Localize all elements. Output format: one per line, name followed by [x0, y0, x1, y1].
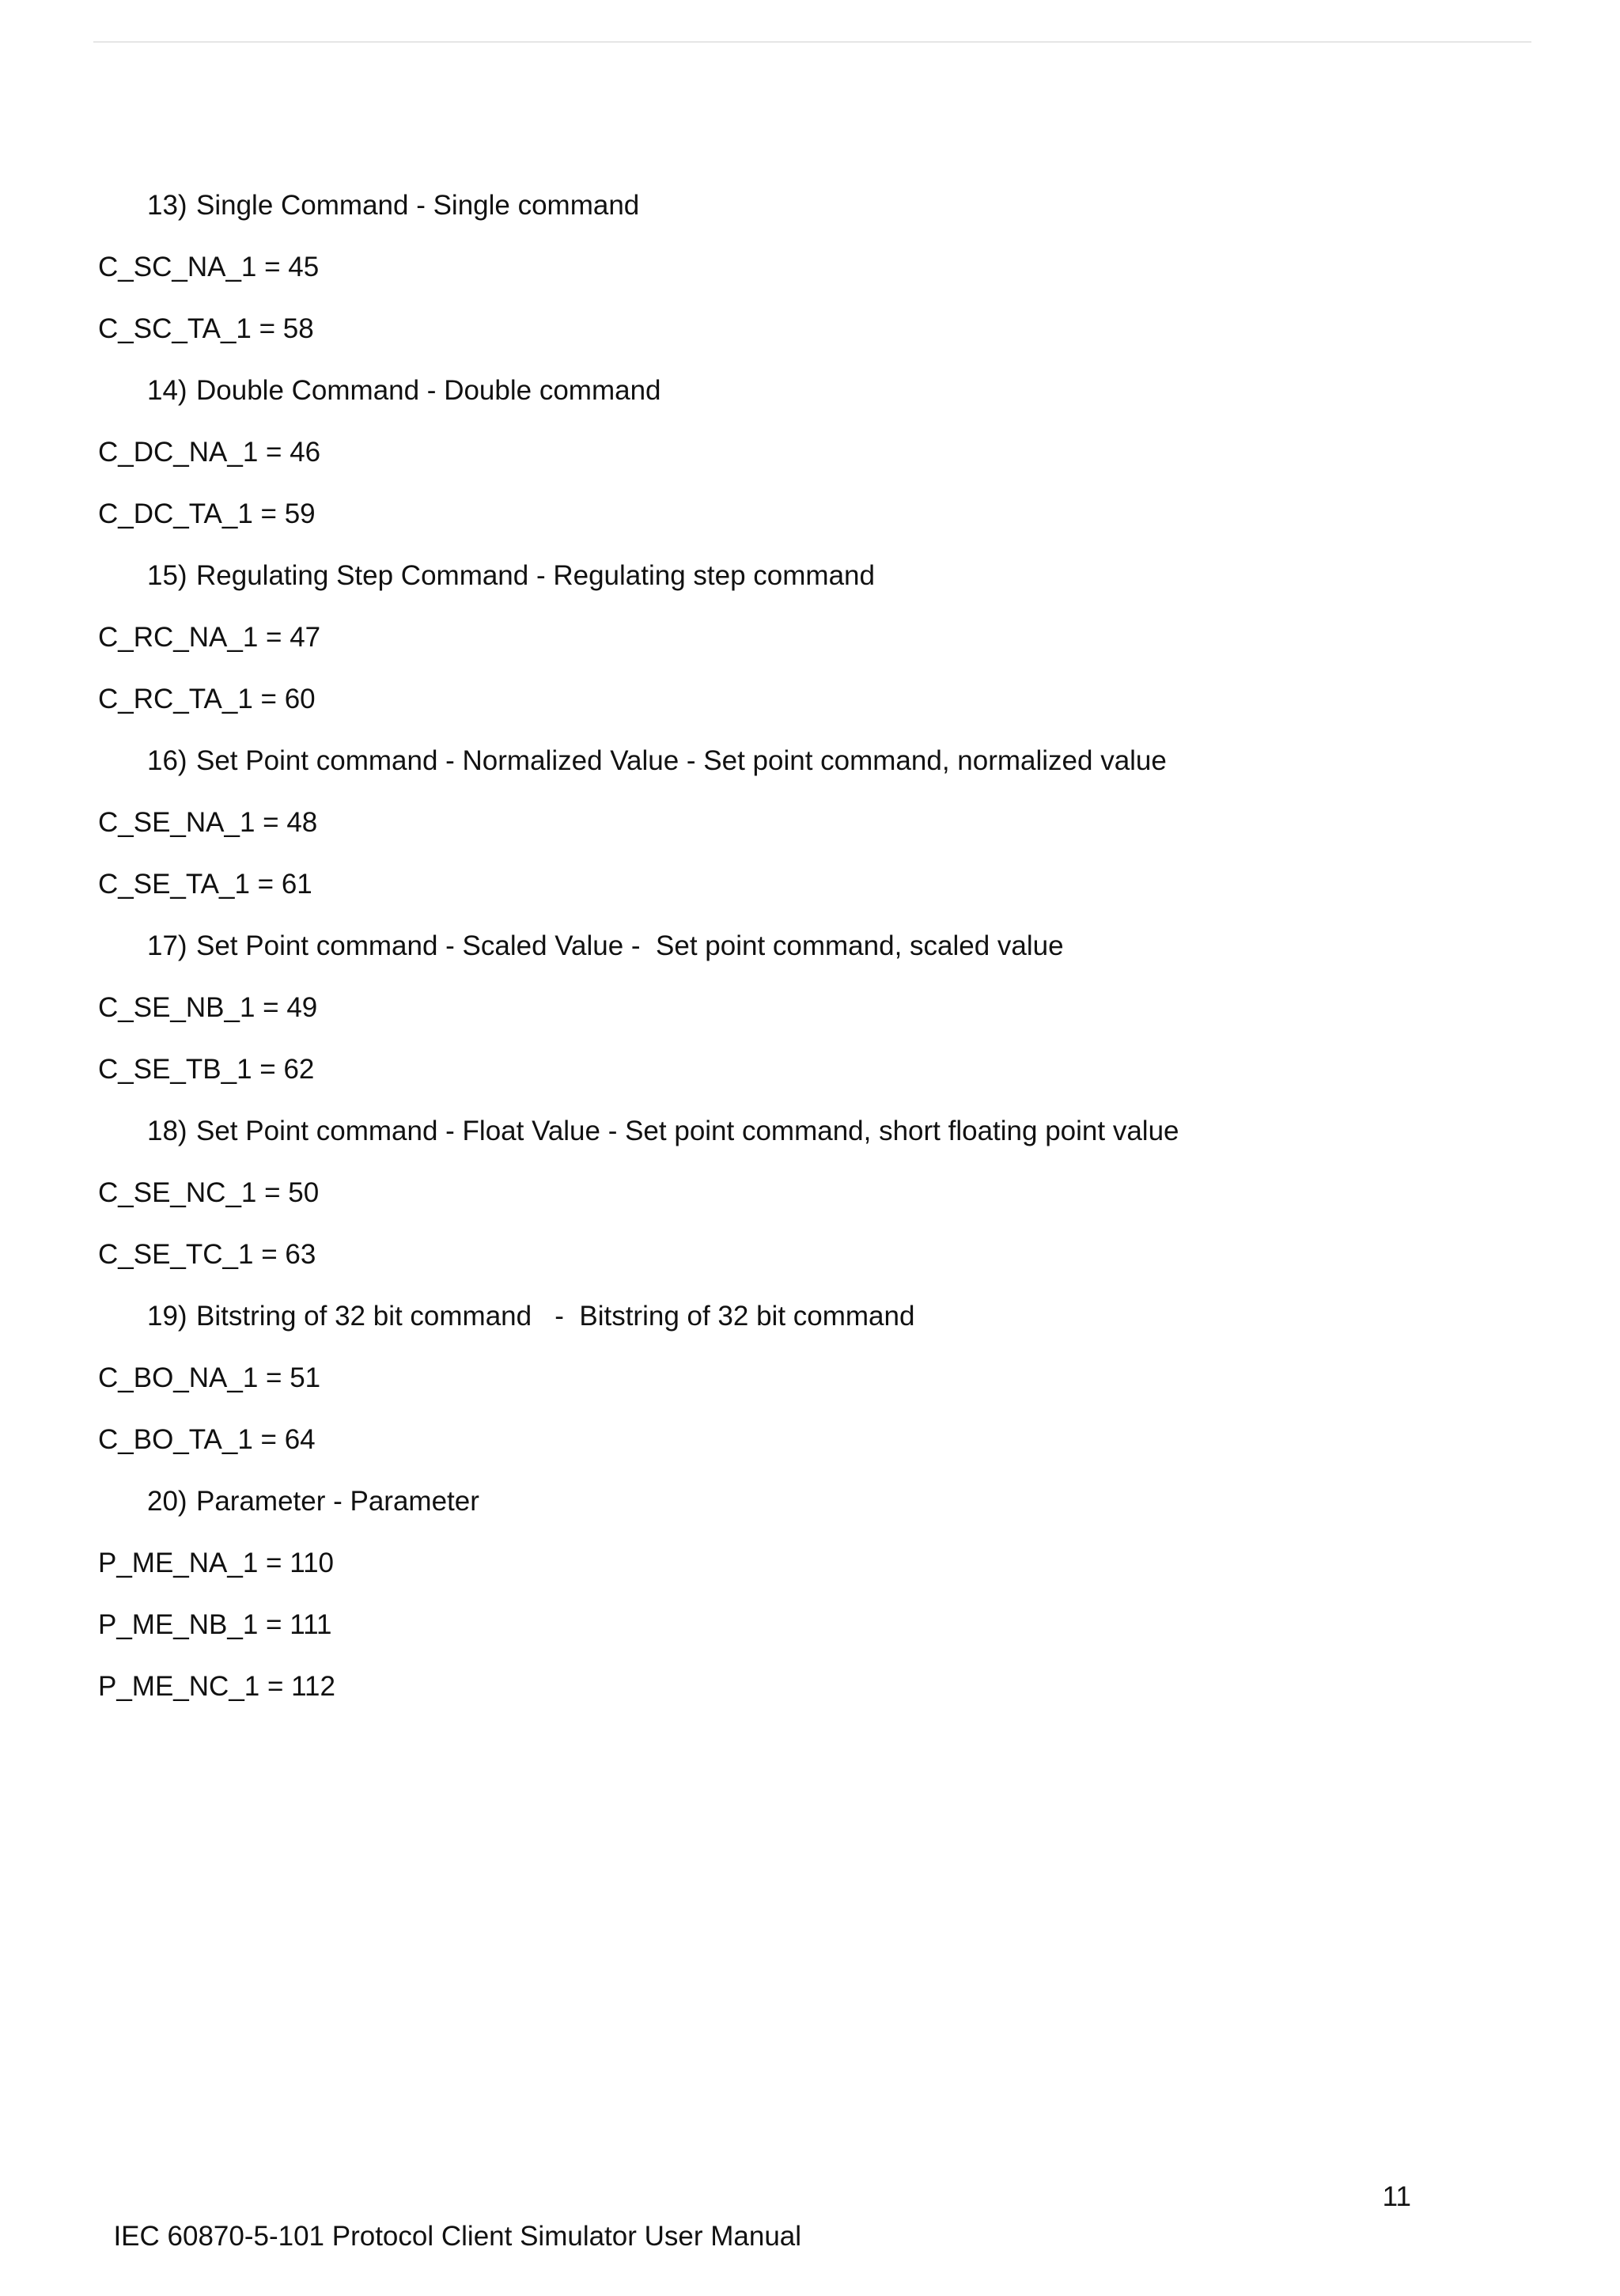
type-id-line: C_DC_TA_1 = 59 — [98, 498, 316, 529]
type-id-line: C_SE_NA_1 = 48 — [98, 807, 318, 838]
type-id-line: C_DC_NA_1 = 46 — [98, 437, 321, 468]
type-id-line: C_RC_TA_1 = 60 — [98, 684, 316, 714]
section-heading — [0, 186, 1620, 248]
type-id-line: C_SE_NB_1 = 49 — [98, 992, 318, 1023]
header-rule — [93, 41, 1531, 43]
section-title: Set Point command - Scaled Value - Set point command, scaled value — [196, 930, 1064, 961]
section-title: Set Point command - Float Value - Set point command, short floating point value — [196, 1116, 1179, 1146]
section-number: 14) — [147, 375, 187, 406]
page-number: 11 — [1382, 2181, 1411, 2212]
section-heading — [0, 926, 1620, 988]
type-id-line: C_SE_TC_1 = 63 — [98, 1239, 316, 1270]
type-id-line: C_SC_NA_1 = 45 — [98, 252, 320, 282]
section-heading — [0, 371, 1620, 433]
section-number: 13) — [147, 190, 187, 221]
type-id-line: P_ME_NA_1 = 110 — [98, 1548, 335, 1578]
section-title: Set Point command - Normalized Value - Set point command, normalized value — [196, 745, 1167, 776]
type-id-line: C_BO_NA_1 = 51 — [98, 1362, 321, 1393]
section-number: 20) — [147, 1486, 187, 1517]
section-number: 16) — [147, 745, 187, 776]
section-title: Single Command - Single command — [196, 190, 640, 221]
section-number: 19) — [147, 1301, 187, 1332]
section-heading — [0, 556, 1620, 618]
section-title: Double Command - Double command — [196, 375, 661, 406]
section-heading — [0, 1297, 1620, 1358]
type-id-line: C_RC_NA_1 = 47 — [98, 622, 321, 653]
type-id-line: C_SE_TA_1 = 61 — [98, 869, 312, 900]
section-number: 17) — [147, 930, 187, 961]
page-footer — [98, 2177, 1411, 2252]
section-title: Bitstring of 32 bit command - Bitstring of 32 bit command — [196, 1301, 915, 1332]
type-id-line: C_SC_TA_1 = 58 — [98, 313, 314, 344]
section-title: Parameter - Parameter — [196, 1486, 479, 1517]
section-heading — [0, 741, 1620, 803]
section-number: 15) — [147, 560, 187, 591]
type-id-line: C_SE_NC_1 = 50 — [98, 1177, 320, 1208]
type-id-line: C_SE_TB_1 = 62 — [98, 1054, 315, 1085]
section-title: Regulating Step Command - Regulating step command — [196, 560, 875, 591]
footer-title: IEC 60870-5-101 Protocol Client Simulator User Manual — [113, 2221, 802, 2252]
type-id-line: P_ME_NC_1 = 112 — [98, 1671, 335, 1702]
type-id-line: C_BO_TA_1 = 64 — [98, 1424, 316, 1455]
section-number: 18) — [147, 1116, 187, 1146]
section-heading — [0, 1112, 1620, 1173]
section-heading — [0, 1482, 1620, 1544]
document-body — [0, 186, 1620, 1729]
type-id-line: P_ME_NB_1 = 111 — [98, 1609, 332, 1640]
